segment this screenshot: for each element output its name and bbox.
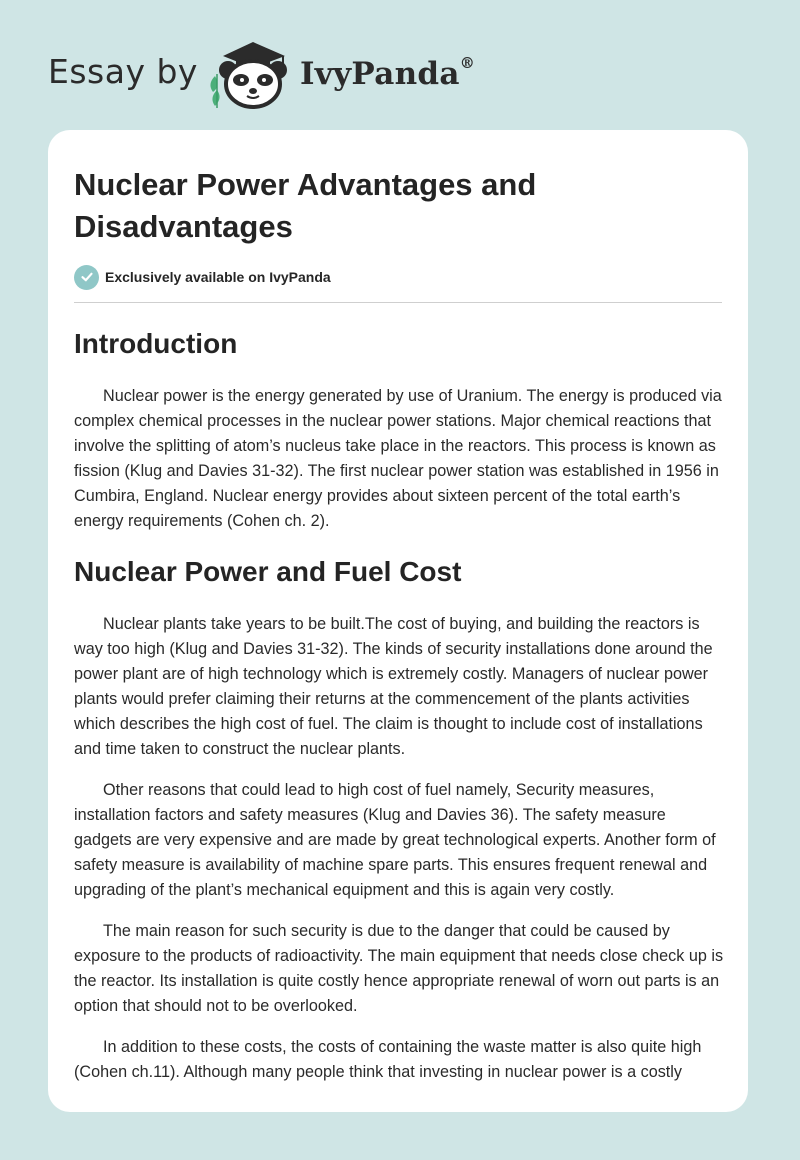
paragraph: The main reason for such security is due to the danger that could be caused by exposure to the products of radioactivity. The main equipment that needs close check up is the reactor. Its installation is quite costly hence appropriate renewal of worn out parts is an option that should not to be overlooked. <box>74 922 724 1015</box>
section-fuel-cost <box>74 550 724 1085</box>
panda-graduate-logo-icon[interactable] <box>203 36 295 110</box>
essay-by-label: Essay by <box>48 52 198 91</box>
section-heading: Nuclear Power and Fuel Cost <box>74 556 462 587</box>
paragraph: Nuclear plants take years to be built.The cost of buying, and building the reactors is way too high (Klug and Davies 31-32). The kinds of security installations done around the power plant are of high technology which is extremely costly. Managers of nuclear power plants would prefer claiming their returns at the commencement of the plants activities which describes the high cost of fuel. The claim is thought to include cost of installations and time taken to construct the nuclear plants. <box>74 615 713 758</box>
article-body <box>74 322 724 1101</box>
section-introduction <box>74 322 724 534</box>
article-card <box>48 130 748 1112</box>
check-circle-icon <box>74 265 99 290</box>
paragraph: Nuclear power is the energy generated by use of Uranium. The energy is produced via complex chemical processes in the nuclear power stations. Major chemical reactions that involve the splitting of atom’s nucleus take place in the reactors. This process is known as fission (Klug and Davies 31-32). The first nuclear power station was established in 1956 in Cumbira, England. Nuclear energy provides about sixteen percent of the total earth’s energy requirements (Cohen ch. 2). <box>74 387 722 530</box>
exclusive-badge <box>74 264 331 290</box>
section-heading: Introduction <box>74 328 238 359</box>
divider <box>74 302 722 303</box>
site-header <box>0 0 800 130</box>
brand-name-text: IvyPanda <box>300 56 460 92</box>
registered-mark: ® <box>459 54 476 72</box>
brand-name[interactable] <box>300 56 475 92</box>
paragraph: In addition to these costs, the costs of containing the waste matter is also quite high (Cohen ch.11). Although many people think that investing in nuclear power is a costly <box>74 1038 702 1081</box>
page-title: Nuclear Power Advantages and Disadvantages <box>74 167 537 244</box>
badge-text: Exclusively available on IvyPanda <box>105 269 331 285</box>
paragraph: Other reasons that could lead to high cost of fuel namely, Security measures, installation factors and safety measures (Klug and Davies 36). The safety measure gadgets are very expensive and are made by great technological experts. Another form of safety measure is availability of machine spare parts. This ensures frequent renewal and upgrading of the plant’s mechanical equipment and this is again very costly. <box>74 781 716 899</box>
